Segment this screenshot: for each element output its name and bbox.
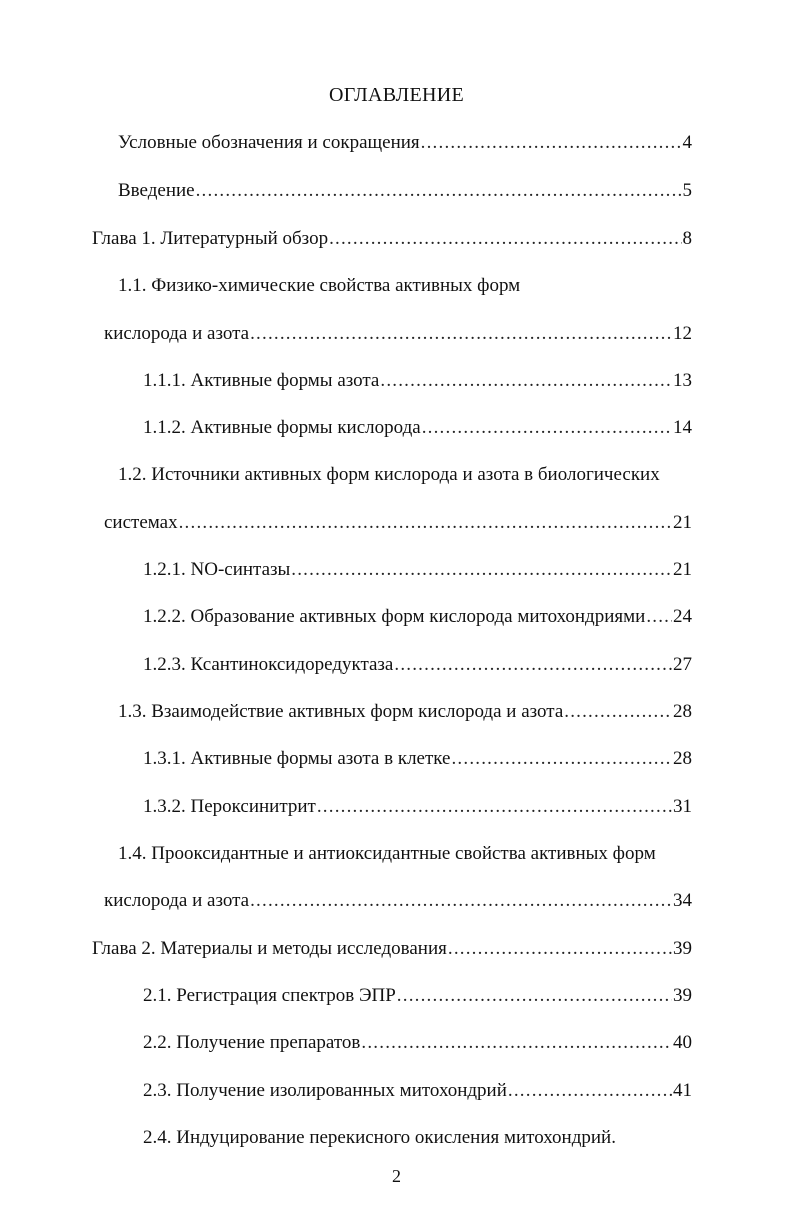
toc-leader xyxy=(646,605,672,629)
toc-entry-title: Глава 1. Литературный обзор xyxy=(92,228,329,249)
toc-entry-2-1 xyxy=(143,984,692,1008)
toc-entry-title: кислорода и азота xyxy=(104,890,250,911)
toc-entry-1-2-1 xyxy=(143,558,692,582)
toc-entry-title: 1.1.1. Активные формы азота xyxy=(143,370,380,391)
toc-entry-page: 21 xyxy=(673,559,692,580)
toc-entry-title: 1.3.2. Пероксинитрит xyxy=(143,796,316,817)
toc-entry-page: 8 xyxy=(682,228,692,249)
page-number: 2 xyxy=(392,1166,401,1186)
toc-leader xyxy=(361,1031,672,1055)
toc-entry-page: 4 xyxy=(682,132,692,153)
toc-entry-1-1 xyxy=(118,274,692,298)
toc-entry-title: 1.3. Взаимодействие активных форм кислорода и азота xyxy=(118,701,564,722)
toc-entry-title: Введение xyxy=(118,180,195,201)
toc-entry-1-2-cont xyxy=(104,511,692,535)
toc-entry-title: кислорода и азота xyxy=(104,323,250,344)
toc-entry-1-4 xyxy=(118,842,692,866)
toc-entry-1-2 xyxy=(118,463,692,487)
toc-leader xyxy=(508,1079,672,1103)
toc-leader xyxy=(397,984,672,1008)
toc-entry-page: 40 xyxy=(673,1032,692,1053)
toc-entry-page: 14 xyxy=(673,417,692,438)
toc-leader xyxy=(291,558,672,582)
toc-entry-title: 1.4. Прооксидантные и антиоксидантные свойства активных форм xyxy=(118,843,656,864)
toc-entry-page: 34 xyxy=(673,890,692,911)
toc-leader xyxy=(250,322,672,346)
toc-entry-page: 5 xyxy=(682,180,692,201)
toc-leader xyxy=(179,511,672,535)
toc-leader xyxy=(422,416,672,440)
toc-entry-2-4 xyxy=(143,1126,692,1150)
toc-entry-page: 24 xyxy=(673,606,692,627)
toc-entry-title: 1.2.1. NO-синтазы xyxy=(143,559,291,580)
toc-entry-chapter-1 xyxy=(92,227,692,251)
toc-entry-title: 1.1. Физико-химические свойства активных форм xyxy=(118,275,521,296)
toc-leader xyxy=(564,700,672,724)
toc-leader xyxy=(448,937,672,961)
toc-entry-1-3 xyxy=(118,700,692,724)
toc-entry-page: 13 xyxy=(673,370,692,391)
toc-entry-2-2 xyxy=(143,1031,692,1055)
toc-entry-introduction xyxy=(118,179,692,203)
toc-leader xyxy=(329,227,681,251)
toc-leader xyxy=(380,369,672,393)
toc-entry-title: 2.3. Получение изолированных митохондрий xyxy=(143,1080,507,1101)
toc-entry-page: 28 xyxy=(673,701,692,722)
toc-entry-title: 2.1. Регистрация спектров ЭПР xyxy=(143,985,396,1006)
toc-entry-title: Условные обозначения и сокращения xyxy=(118,132,420,153)
toc-entry-title: 1.2.3. Ксантиноксидоредуктаза xyxy=(143,654,394,675)
toc-entry-page: 39 xyxy=(673,938,692,959)
toc-entry-title: системах xyxy=(104,512,178,533)
toc-entry-page: 12 xyxy=(673,323,692,344)
toc-entry-1-2-2 xyxy=(143,605,692,629)
toc-entry-title: 2.2. Получение препаратов xyxy=(143,1032,361,1053)
toc-leader xyxy=(196,179,682,203)
toc-leader xyxy=(317,795,672,819)
toc-entry-1-4-cont xyxy=(104,889,692,913)
toc-entry-title: Глава 2. Материалы и методы исследования xyxy=(92,938,447,959)
toc-leader xyxy=(451,747,672,771)
toc-entry-abbreviations xyxy=(118,131,692,155)
toc-entry-title: 1.2. Источники активных форм кислорода и азота в биологических xyxy=(118,464,660,485)
toc-entry-2-3 xyxy=(143,1079,692,1103)
toc-entry-page: 39 xyxy=(673,985,692,1006)
toc-entry-1-1-2 xyxy=(143,416,692,440)
toc-entry-page: 31 xyxy=(673,796,692,817)
toc-entry-1-1-cont xyxy=(104,322,692,346)
toc-entry-1-2-3 xyxy=(143,653,692,677)
toc-entry-chapter-2 xyxy=(92,937,692,961)
toc-leader xyxy=(250,889,672,913)
toc-leader xyxy=(394,653,672,677)
toc-entry-page: 41 xyxy=(673,1080,692,1101)
toc-entry-title: 2.4. Индуцирование перекисного окисления митохондрий. xyxy=(143,1127,616,1148)
toc-entry-title: 1.2.2. Образование активных форм кислорода митохондриями xyxy=(143,606,646,627)
toc-entry-title: 1.1.2. Активные формы кислорода xyxy=(143,417,421,438)
toc-entry-1-1-1 xyxy=(143,369,692,393)
toc-entry-page: 27 xyxy=(673,654,692,675)
page-title: ОГЛАВЛЕНИЕ xyxy=(329,84,464,106)
toc-leader xyxy=(421,131,682,155)
toc-entry-title: 1.3.1. Активные формы азота в клетке xyxy=(143,748,451,769)
toc-entry-1-3-2 xyxy=(143,795,692,819)
toc-entry-1-3-1 xyxy=(143,747,692,771)
toc-entry-page: 21 xyxy=(673,512,692,533)
toc-entry-page: 28 xyxy=(673,748,692,769)
